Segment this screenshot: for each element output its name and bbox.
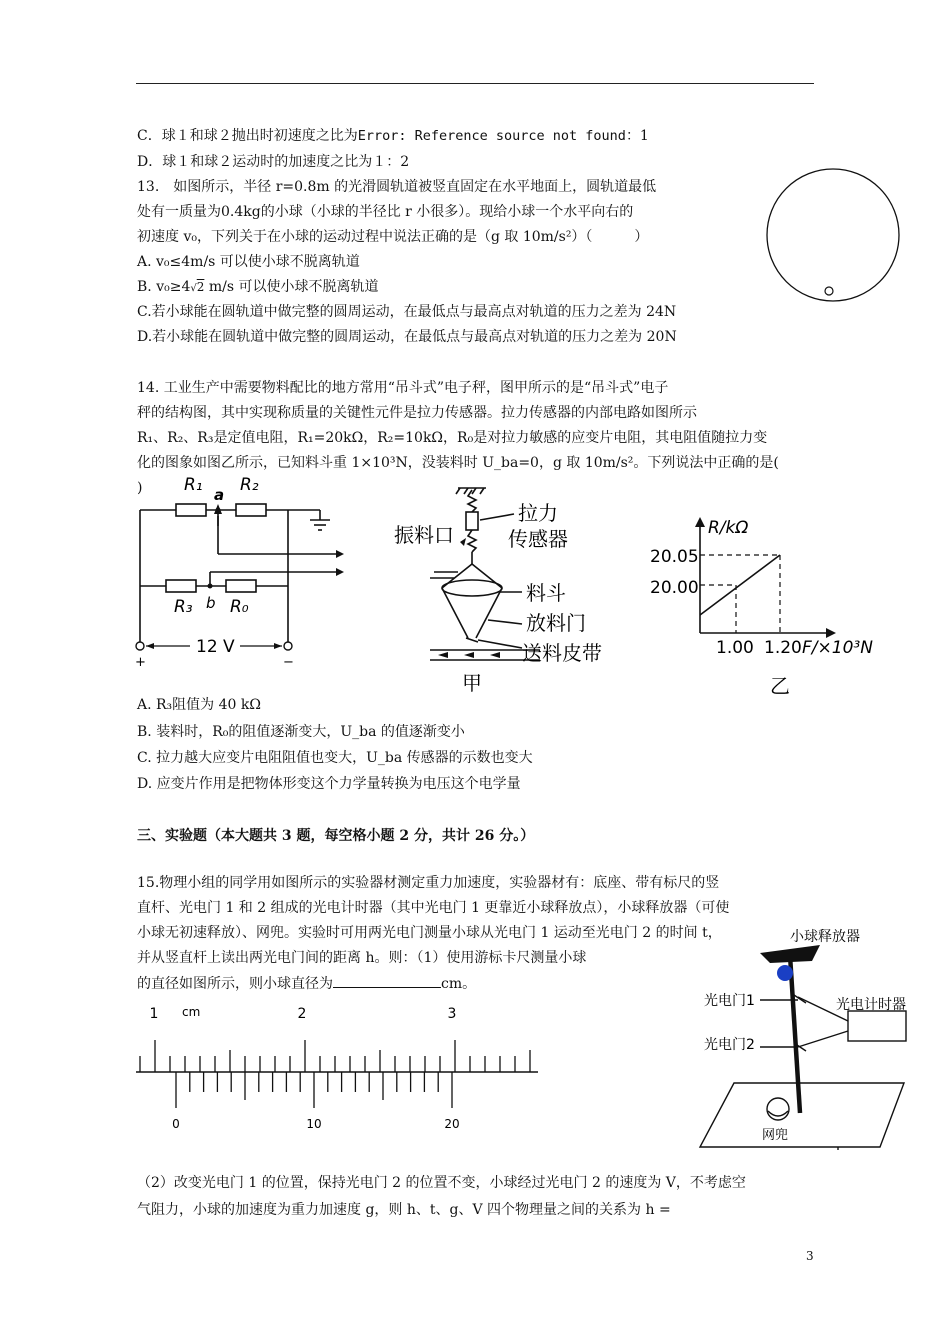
hopper-scale-figure: [390, 480, 630, 695]
label-net: 网兜: [762, 1128, 789, 1143]
label-feed-port: 振料口: [394, 523, 454, 547]
vernier-label-20: 20: [444, 1117, 460, 1131]
positive-terminal: [136, 642, 144, 650]
label-conveyor-belt: 送料皮带: [522, 641, 602, 665]
photo-timer-box: [848, 1011, 906, 1041]
y-axis-label: R/kΩ: [708, 518, 749, 538]
label-r0: R₀: [230, 597, 249, 617]
circular-track: [767, 169, 899, 301]
q15-stem-line7: 气阻力，小球的加速度为重力加速度 g，则 h、t、g、V 四个物理量之间的关系为 h =: [137, 1202, 671, 1218]
q13-option-a: A. v₀≤4m/s 可以使小球不脱离轨道: [137, 254, 360, 270]
caliper-unit: cm: [182, 1005, 201, 1019]
q12-option-c: C．球１和球２抛出时初速度之比为Error: Reference source not found：1: [137, 128, 649, 144]
label-node-a: a: [214, 486, 225, 504]
caption-jia: 甲: [462, 671, 482, 695]
resistor-r1: [176, 504, 206, 516]
q15-stem-line3: 小球无初速释放）、网兜。实验时可用两光电门测量小球从光电门 1 运动至光电门 2 的时间 t，: [137, 925, 722, 941]
diameter-answer-blank[interactable]: [333, 973, 441, 988]
base-platform: [700, 1083, 904, 1147]
label-gate-2: 光电门2: [704, 1037, 755, 1053]
q13-stem-line3: 初速度 v₀，下列关于在小球的运动过程中说法正确的是（g 取 10m/s²）（ ）: [137, 229, 649, 245]
apparatus-figure: [690, 925, 920, 1155]
resistance-force-graph: [650, 515, 890, 698]
caption-yi: 乙: [770, 674, 790, 698]
q13-stem-line2: 处有一质量为0.4kg的小球（小球的半径比 r 小很多）。现给小球一个水平向右的: [137, 204, 634, 220]
resistor-r3: [166, 580, 196, 592]
resistor-r0: [226, 580, 256, 592]
q13-option-b: B. v₀≥4√2 m/s 可以使小球不脱离轨道: [137, 279, 379, 295]
q14-option-c: C. 拉力越大应变片电阻阻值也变大，U_ba 传感器的示数也变大: [137, 750, 533, 766]
resistor-r2: [236, 504, 266, 516]
q14-option-d: D. 应变片作用是把物体形变这个力学量转换为电压这个电学量: [137, 776, 521, 792]
main-label-3: 3: [447, 1006, 457, 1022]
q12-option-d: D．球１和球２运动时的加速度之比为１：2: [137, 154, 410, 170]
q14-option-a: A. R₃阻值为 40 kΩ: [137, 697, 261, 713]
q15-stem-line5: 的直径如图所示，则小球直径为 cm。: [137, 973, 476, 994]
q14-stem-line1: 14. 工业生产中需要物料配比的地方常用“吊斗式”电子秤，图甲所示的是“吊斗式”电子: [137, 380, 669, 396]
q13-option-d: D.若小球能在圆轨道中做完整的圆周运动，在最低点与最高点对轨道的压力之差为 20N: [137, 329, 677, 345]
vertical-rod: [790, 955, 800, 1113]
ball: [777, 965, 793, 981]
q14-stem-line4: 化的图象如图乙所示，已知料斗重 1×10³N，没装料时 U_ba=0，g 取 10m/s²。下列说法中正确的是(: [137, 455, 779, 471]
label-gate-1: 光电门1: [704, 993, 755, 1009]
main-label-1: 1: [149, 1006, 159, 1022]
circular-track-figure: [765, 162, 905, 312]
main-label-2: 2: [297, 1006, 307, 1022]
q13-option-c: C.若小球能在圆轨道中做完整的圆周运动，在最低点与最高点对轨道的压力之差为 24N: [137, 304, 677, 320]
sensor-circuit-diagram: [130, 470, 350, 670]
label-r3: R₃: [174, 597, 193, 617]
label-discharge-door: 放料门: [526, 611, 586, 635]
x-axis-label: F/×10³N: [802, 638, 873, 658]
vernier-caliper: [130, 1000, 550, 1135]
label-plus: +: [135, 655, 146, 670]
negative-terminal: [284, 642, 292, 650]
q14-stem-line3: R₁、R₂、R₃是定值电阻，R₁=20kΩ，R₂=10kΩ，R₀是对拉力敏感的应变片电阻，其电阻值随拉力变: [137, 430, 768, 446]
page-number: 3: [806, 1249, 814, 1263]
section-3-heading: 三、实验题（本大题共 3 题，每空格小题 2 分，共计 26 分。）: [137, 828, 535, 844]
q15-stem-line1: 15.物理小组的同学用如图所示的实验器材测定重力加速度，实验器材有：底座、带有标尺的竖: [137, 875, 720, 891]
releaser-head: [760, 945, 820, 963]
hopper-top: [442, 580, 502, 596]
label-r2: R₂: [240, 475, 259, 495]
vernier-label-0: 0: [172, 1117, 180, 1131]
q13-stem-line1: 13. 如图所示，半径 r=0.8m 的光滑圆轨道被竖直固定在水平地面上，圆轨道最低: [137, 179, 657, 195]
label-hopper: 料斗: [526, 581, 566, 605]
label-node-b: b: [206, 594, 216, 612]
label-voltage: 12 V: [196, 637, 235, 657]
label-minus: −: [283, 655, 294, 670]
x-tick-1.20: 1.20: [764, 638, 802, 658]
q15-stem-line2: 直杆、光电门 1 和 2 组成的光电计时器（其中光电门 1 更靠近小球释放点），小球释放器（可使: [137, 900, 730, 916]
small-ball: [825, 287, 833, 295]
vernier-label-10: 10: [306, 1117, 322, 1131]
x-tick-1.00: 1.00: [716, 638, 754, 658]
tension-sensor: [466, 512, 478, 530]
q14-stem-line2: 秤的结构图，其中实现称质量的关键性元件是拉力传感器。拉力传感器的内部电路如图所示: [137, 405, 697, 421]
q14-option-b: B. 装料时，R₀的阻值逐渐变大，U_ba 的值逐渐变小: [137, 724, 465, 740]
q15-stem-line4: 并从竖直杆上读出两光电门间的距离 h。则：（1）使用游标卡尺测量小球: [137, 950, 587, 966]
q14-stem-line5: ): [137, 480, 143, 496]
label-releaser: 小球释放器: [790, 929, 860, 945]
header-rule: [136, 83, 814, 84]
label-r1: R₁: [184, 475, 203, 495]
label-sensor-2: 传感器: [508, 527, 568, 551]
label-sensor-1: 拉力: [518, 501, 558, 525]
q15-stem-line6: （2）改变光电门 1 的位置，保持光电门 2 的位置不变，小球经过光电门 2 的速度为 V，不考虑空: [137, 1175, 746, 1191]
y-tick-20.00: 20.00: [650, 578, 699, 598]
label-timer: 光电计时器: [836, 997, 906, 1013]
y-tick-20.05: 20.05: [650, 547, 699, 567]
